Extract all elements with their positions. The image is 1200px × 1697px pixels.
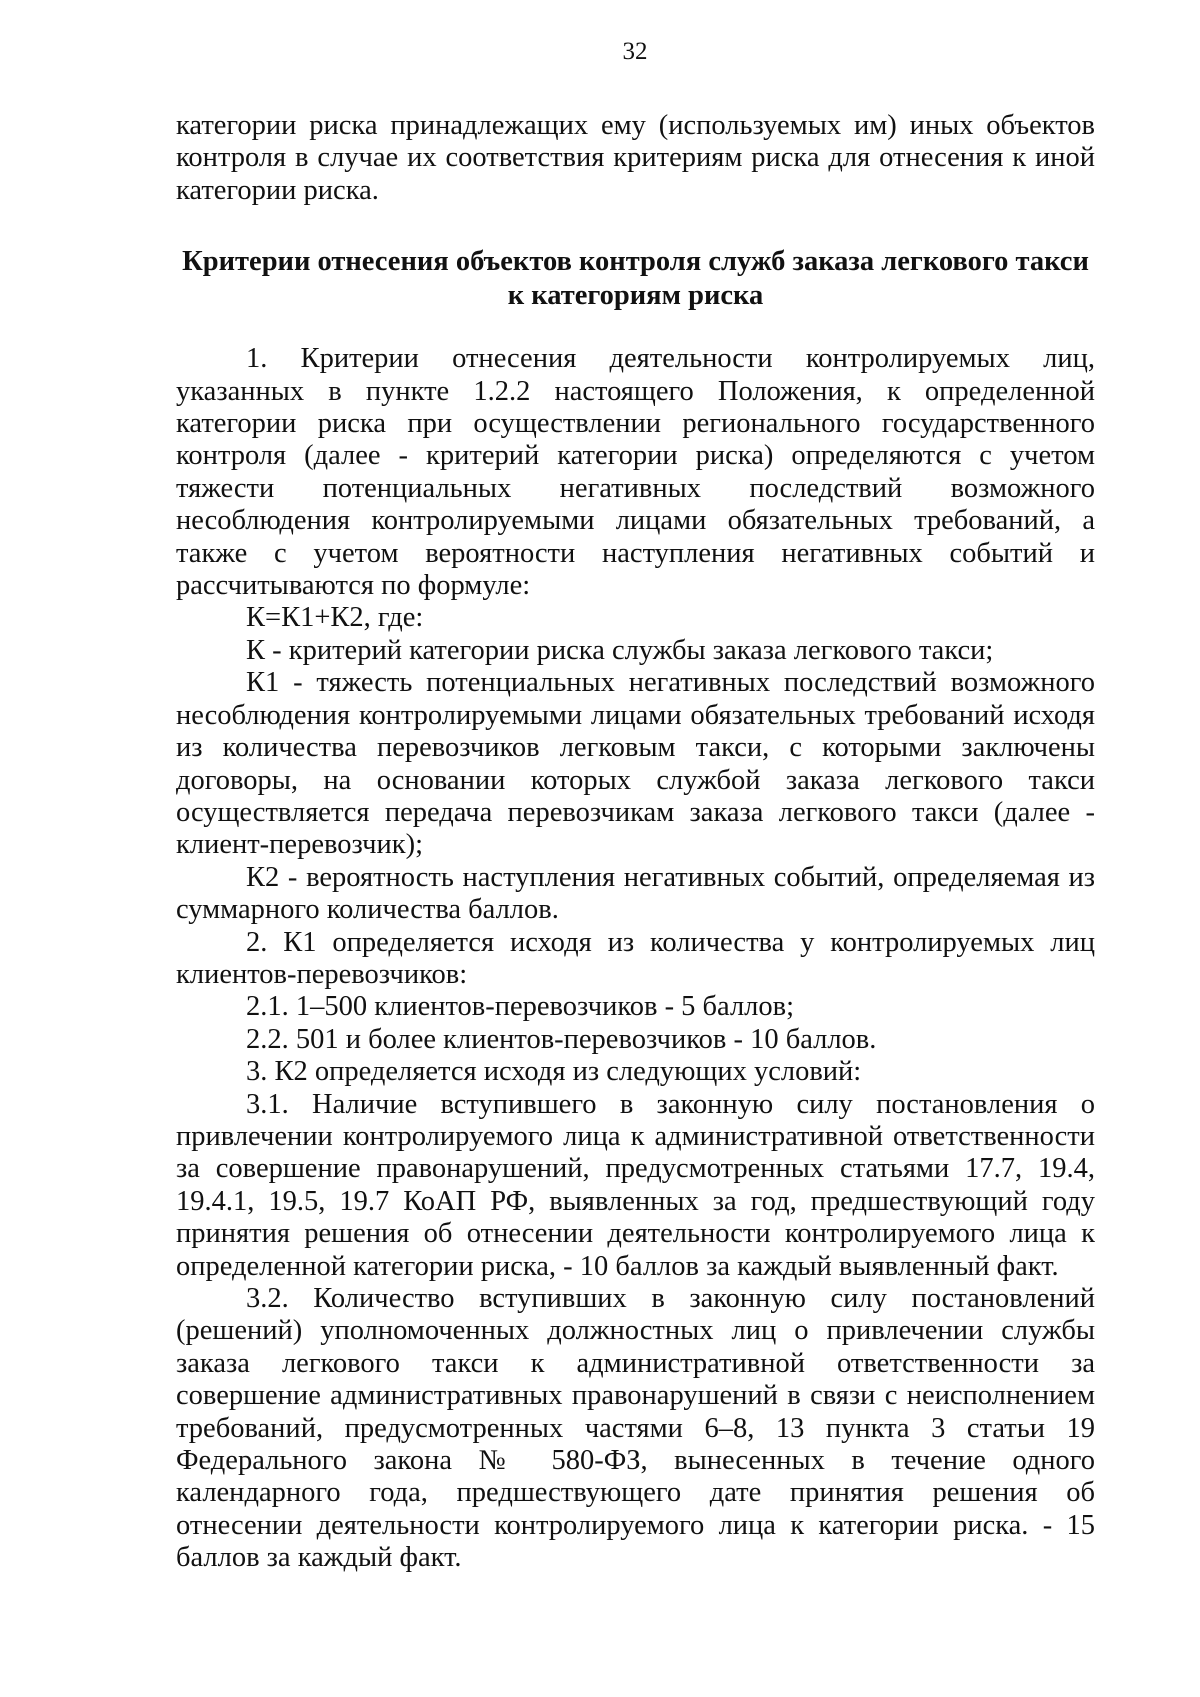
paragraph-k2-definition: К2 - вероятность наступления негативных событий, определяемая из суммарного количества баллов. xyxy=(176,861,1095,926)
section-heading xyxy=(176,245,1095,313)
paragraph-item-2-1: 2.1. 1–500 клиентов-перевозчиков - 5 баллов; xyxy=(246,991,795,1023)
page-number: 32 xyxy=(622,38,648,65)
paragraph-k1-definition: К1 - тяжесть потенциальных негативных последствий возможного несоблюдения контролируемыми лицами обязательных требований исходя из количества перевозчиков легковым такси, с которыми заключены договоры, на основании которых службой заказа легкового такси осуществляется передача перевозчикам заказа легкового такси (далее - клиент-перевозчик); xyxy=(176,667,1095,861)
document-body xyxy=(176,110,1095,1575)
paragraph-item-3: 3. К2 определяется исходя из следующих условий: xyxy=(246,1056,862,1088)
section-heading-line-1: Критерии отнесения объектов контроля служб заказа легкового такси xyxy=(182,246,1089,278)
intro-paragraph: категории риска принадлежащих ему (используемых им) иных объектов контроля в случае их соответствия критериям риска для отнесения к иной категории риска. xyxy=(176,110,1095,206)
paragraph-item-2: 2. К1 определяется исходя из количества у контролируемых лиц клиентов-перевозчиков: xyxy=(176,926,1095,990)
paragraph-k-definition: К - критерий категории риска службы заказа легкового такси; xyxy=(246,634,994,666)
paragraph-criteria-definition: 1. Критерии отнесения деятельности контролируемых лиц, указанных в пункте 1.2.2 настоящего Положения, к определенной категории риска при осуществлении регионального государственного контроля (далее - критерий категории риска) определяются с учетом тяжести потенциальных негативных последствий возможного несоблюдения контролируемыми лицами обязательных требований, а также с учетом вероятности наступления негативных событий и рассчитываются по формуле: xyxy=(176,343,1095,602)
paragraph-item-2-2: 2.2. 501 и более клиентов-перевозчиков - 10 баллов. xyxy=(246,1023,877,1055)
paragraph-formula: К=К1+К2, где: xyxy=(246,602,424,634)
section-heading-line-2: к категориям риска xyxy=(507,280,764,312)
paragraph-item-3-2: 3.2. Количество вступивших в законную силу постановлений (решений) уполномоченных должностных лиц о привлечении службы заказа легкового такси к административной ответственности за совершение административных правонарушений в связи с неисполнением требований, предусмотренных частями 6–8, 13 пункта 3 статьи 19 Федерального закона № 580-ФЗ, вынесенных в течение одного календарного года, предшествующего дате принятия решения об отнесении деятельности контролируемого лица к категории риска. - 15 баллов за каждый факт. xyxy=(176,1283,1095,1574)
paragraph-item-3-1: 3.1. Наличие вступившего в законную силу постановления о привлечении контролируемого лица к административной ответственности за совершение правонарушений, предусмотренных статьями 17.7, 19.4, 19.4.1, 19.5, 19.7 КоАП РФ, выявленных за год, предшествующий году принятия решения об отнесении деятельности контролируемого лица к определенной категории риска, - 10 баллов за каждый выявленный факт. xyxy=(176,1088,1095,1282)
